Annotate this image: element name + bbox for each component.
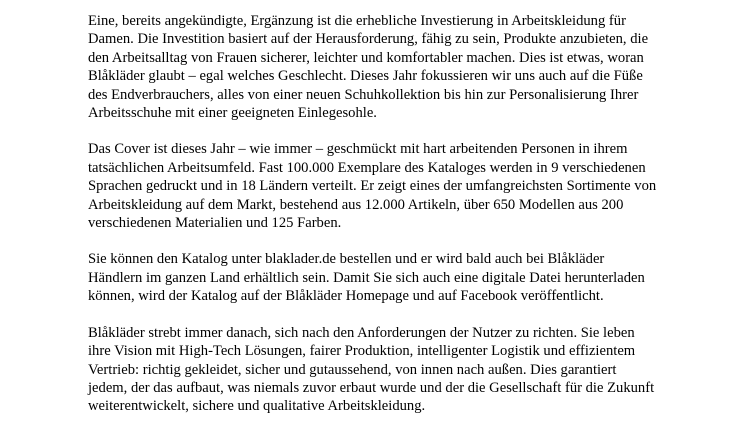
- paragraph-line: Vertrieb: richtig gekleidet, sicher und gutaussehend, von innen nach außen. Dies garantiert: [88, 361, 617, 378]
- paragraph-line: Eine, bereits angekündigte, Ergänzung ist die erhebliche Investierung in Arbeitskleidung für: [88, 13, 626, 29]
- paragraph-line: tatsächlichen Arbeitsumfeld. Fast 100.000 Exemplare des Kataloges werden in 9 verschiedenen: [88, 159, 646, 176]
- paragraph-line: des Endverbrauchers, alles von einer neuen Schuhkollektion bis hin zur Personalisierung Ihrer: [88, 86, 639, 103]
- paragraph-line: Damen. Die Investition basiert auf der Herausforderung, fähig zu sein, Produkte anzubieten, die: [88, 31, 649, 48]
- paragraph-line: Arbeitskleidung auf dem Markt, bestehend aus 12.000 Artikeln, über 650 Modellen aus 200: [88, 196, 624, 213]
- paragraph-line: verschiedenen Materialien und 125 Farben.: [88, 215, 342, 232]
- paragraph-line: weiterentwickelt, sichere und qualitative Arbeitskleidung.: [88, 398, 426, 415]
- paragraph-line: Arbeitsschuhe mit einer geeigneten Einlegesohle.: [88, 105, 377, 122]
- paragraph-line: Das Cover ist dieses Jahr – wie immer – geschmückt mit hart arbeitenden Personen in ihrem: [88, 141, 628, 158]
- paragraph-line: den Arbeitsalltag von Frauen sicherer, leichter und komfortabler machen. Dies ist etwas, woran: [88, 49, 644, 66]
- paragraph-line: Sie können den Katalog unter blaklader.de bestellen und er wird bald auch bei Blåkläder: [88, 251, 605, 268]
- paragraph-line: Blåkläder glaubt – egal welches Geschlecht. Dieses Jahr fokussieren wir uns auch auf die Füße: [88, 68, 643, 85]
- document-body: [88, 12, 728, 434]
- paragraph-2: [88, 140, 728, 232]
- paragraph-line: jedem, der das aufbaut, was niemals zuvor erbaut wurde und der die Gesellschaft für die Zukunft: [88, 379, 655, 396]
- paragraph-line: Blåkläder strebt immer danach, sich nach den Anforderungen der Nutzer zu richten. Sie leben: [88, 324, 635, 341]
- paragraph-4: [88, 324, 728, 416]
- paragraph-line: Sprachen gedruckt und in 18 Ländern verteilt. Er zeigt eines der umfangreichsten Sortimente von: [88, 178, 657, 195]
- paragraph-line: ihre Vision mit High-Tech Lösungen, fairer Produktion, intelligenter Logistik und effizientem: [88, 343, 636, 360]
- paragraph-line: können, wird der Katalog auf der Blåkläder Homepage und auf Facebook veröffentlicht.: [88, 288, 604, 305]
- paragraph-3: [88, 250, 728, 305]
- paragraph-1: [88, 12, 728, 122]
- paragraph-line: Händlern im ganzen Land erhältlich sein. Damit Sie sich auch eine digitale Datei herunterladen: [88, 269, 645, 286]
